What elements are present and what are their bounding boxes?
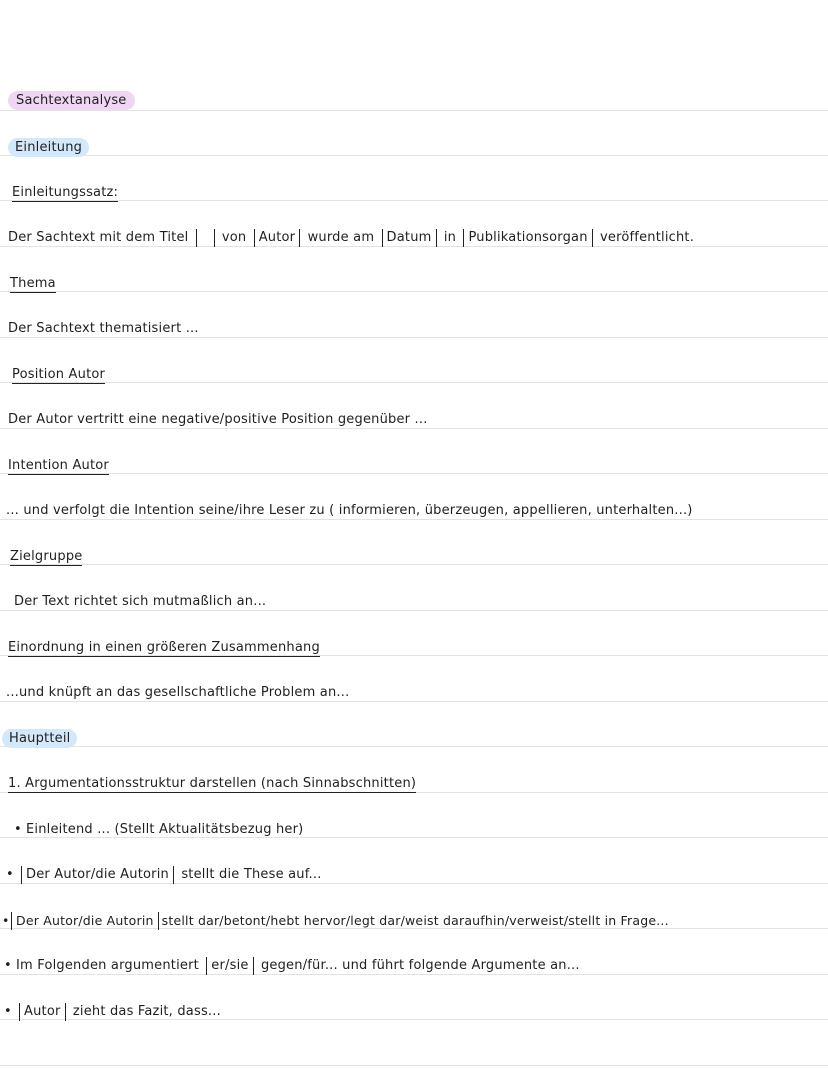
einordnung-heading: Einordnung in einen größeren Zusammenhang	[8, 640, 320, 655]
einleitungssatz-text: Der Sachtext mit dem Titel von Autor wurde am Datum in Publikationsorgan veröffentlicht.	[8, 230, 695, 245]
position-text: Der Autor vertritt eine negative/positive Position gegenüber ...	[8, 412, 428, 427]
page-title: Sachtextanalyse	[8, 92, 135, 110]
intention-heading: Intention Autor	[8, 458, 109, 473]
titel-placeholder	[196, 229, 215, 247]
organ-placeholder: Publikationsorgan	[463, 229, 592, 247]
list-item: • Im Folgenden argumentiert er/sie gegen/für... und führt folgende Argumente an...	[4, 958, 580, 973]
list-item: • Autor zieht das Fazit, dass...	[4, 1004, 221, 1019]
section-einleitung: Einleitung	[8, 139, 89, 157]
intention-text: ... und verfolgt die Intention seine/ihre Leser zu ( informieren, überzeugen, appellieren, unterhalten...)	[6, 503, 693, 518]
thema-text: Der Sachtext thematisiert ...	[8, 321, 199, 336]
autor-placeholder: Autor	[254, 229, 301, 247]
argumentationsstruktur-heading: 1. Argumentationsstruktur darstellen (nach Sinnabschnitten)	[8, 776, 417, 791]
thema-heading: Thema	[10, 276, 56, 291]
einleitungssatz-heading: Einleitungssatz:	[12, 185, 119, 200]
list-item: • Der Autor/die Autorin stellt die These auf...	[6, 867, 322, 882]
zielgruppe-heading: Zielgruppe	[10, 549, 83, 564]
position-heading: Position Autor	[12, 367, 106, 382]
list-item: • Einleitend ... (Stellt Aktualitätsbezug her)	[14, 822, 304, 837]
section-hauptteil: Hauptteil	[2, 730, 77, 748]
einordnung-text: ...und knüpft an das gesellschaftliche Problem an...	[6, 685, 350, 700]
datum-placeholder: Datum	[382, 229, 437, 247]
zielgruppe-text: Der Text richtet sich mutmaßlich an...	[14, 594, 267, 609]
list-item: • Der Autor/die Autorin stellt dar/betont/hebt hervor/legt dar/weist daraufhin/verweist/stellt in Frage...	[2, 913, 669, 928]
